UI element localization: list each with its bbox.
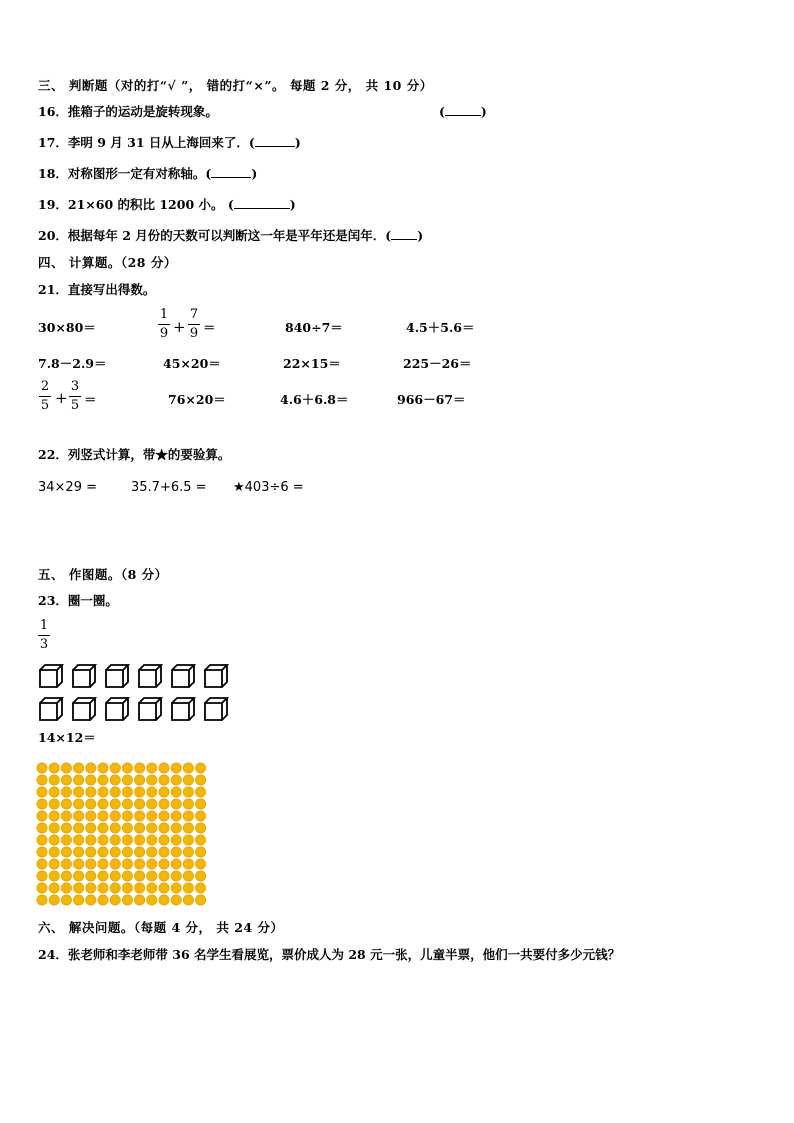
dot: [171, 763, 181, 773]
numerator: 1: [159, 307, 169, 322]
dot: [86, 763, 96, 773]
dot: [147, 811, 157, 821]
dot: [147, 859, 157, 869]
dot: [61, 763, 71, 773]
paren-close: ): [294, 135, 301, 150]
dot: [110, 763, 120, 773]
question-16: [38, 104, 218, 120]
dot: [195, 895, 205, 905]
dot: [49, 895, 59, 905]
denominator: 9: [159, 326, 169, 341]
dot: [195, 871, 205, 881]
dot: [110, 787, 120, 797]
dot: [37, 799, 47, 809]
paren-open: (: [439, 104, 445, 119]
dot: [147, 787, 157, 797]
dot: [98, 823, 108, 833]
numerator: 1: [39, 618, 49, 633]
section-4-heading: 四、 计算题。（28 分）: [38, 255, 177, 270]
dot: [49, 823, 59, 833]
dot: [73, 811, 83, 821]
dot: [134, 823, 144, 833]
question-23-title: 23．圈一圈。: [38, 593, 118, 608]
cube-icon: [40, 698, 62, 720]
question-24: 24．张老师和李老师带 36 名学生看展览，票价成人为 28 元一张，儿童半票，他们一共要付多少元钱？: [38, 947, 621, 962]
fraction-bar: [69, 396, 81, 397]
dot: [122, 763, 132, 773]
dot: [183, 883, 193, 893]
dot: [134, 895, 144, 905]
dot: [183, 847, 193, 857]
dot: [98, 763, 108, 773]
cube-icon: [139, 665, 161, 687]
dot: [61, 895, 71, 905]
dot: [49, 835, 59, 845]
vertical-calc-item: ★403÷6 =: [233, 480, 304, 495]
dot: [61, 823, 71, 833]
dot: [86, 883, 96, 893]
dot: [86, 775, 96, 785]
dot: [147, 847, 157, 857]
cube-icon: [106, 665, 128, 687]
dot: [171, 895, 181, 905]
dot: [159, 895, 169, 905]
cube-icon: [172, 698, 194, 720]
dot: [122, 775, 132, 785]
dot: [183, 799, 193, 809]
fraction-bar: [38, 635, 50, 636]
dot: [147, 823, 157, 833]
dot: [61, 787, 71, 797]
numerator: 3: [70, 379, 80, 394]
dot-array: [36, 762, 212, 910]
dot: [73, 871, 83, 881]
dot: [159, 811, 169, 821]
dot: [37, 787, 47, 797]
dot: [122, 787, 132, 797]
dot: [134, 763, 144, 773]
fraction: [39, 380, 51, 413]
dot: [98, 883, 108, 893]
dot: [195, 787, 205, 797]
dot: [61, 859, 71, 869]
dot: [159, 763, 169, 773]
dot: [110, 799, 120, 809]
dot: [61, 883, 71, 893]
cube-icon: [139, 698, 161, 720]
dot: [49, 787, 59, 797]
paren-close: ): [289, 197, 296, 212]
answer-blank-20[interactable]: [391, 228, 417, 240]
dot: [98, 895, 108, 905]
dot: [122, 883, 132, 893]
dot: [159, 823, 169, 833]
answer-blank-16[interactable]: [439, 104, 487, 119]
dot: [183, 835, 193, 845]
dot: [147, 883, 157, 893]
dot: [122, 835, 132, 845]
question-21-title: 21．直接写出得数。: [38, 282, 156, 297]
dot: [86, 895, 96, 905]
dot: [195, 883, 205, 893]
cube-icon: [40, 665, 62, 687]
dot: [37, 883, 47, 893]
calc-item: 4.5＋5.6＝: [406, 320, 475, 335]
dot: [86, 847, 96, 857]
dot: [122, 871, 132, 881]
dot: [61, 799, 71, 809]
cube-icon: [73, 698, 95, 720]
dot: [159, 775, 169, 785]
dot: [171, 811, 181, 821]
dot: [49, 847, 59, 857]
dot: [37, 895, 47, 905]
dot: [73, 763, 83, 773]
denominator: 9: [189, 326, 199, 341]
dot: [134, 883, 144, 893]
question-22-title: 22．列竖式计算，带★的要验算。: [38, 447, 231, 462]
question-18: [38, 166, 257, 182]
dot: [37, 859, 47, 869]
dot: [49, 883, 59, 893]
dot: [183, 895, 193, 905]
cube-icon: [172, 665, 194, 687]
dot: [86, 859, 96, 869]
section-5-heading: 五、 作图题。（8 分）: [38, 567, 168, 582]
dot: [171, 823, 181, 833]
dot: [171, 847, 181, 857]
dot: [195, 823, 205, 833]
calc-item: 225－26＝: [403, 356, 472, 371]
dot: [73, 895, 83, 905]
dot: [61, 811, 71, 821]
dot: [195, 835, 205, 845]
dot: [98, 871, 108, 881]
dot: [37, 823, 47, 833]
dot: [110, 835, 120, 845]
dot: [183, 871, 193, 881]
dot: [122, 823, 132, 833]
dot: [171, 799, 181, 809]
dot: [110, 895, 120, 905]
dot: [73, 859, 83, 869]
dot: [147, 895, 157, 905]
dot: [134, 835, 144, 845]
dot: [86, 871, 96, 881]
answer-blank-17[interactable]: [255, 135, 295, 147]
dot: [171, 871, 181, 881]
dot: [37, 871, 47, 881]
dot: [98, 847, 108, 857]
cube-icon: [205, 698, 227, 720]
calc-item: 4.6＋6.8＝: [280, 392, 349, 407]
dot: [49, 811, 59, 821]
dot: [49, 775, 59, 785]
dot: [195, 775, 205, 785]
dot: [86, 811, 96, 821]
dot: [171, 883, 181, 893]
question-20-text: 20．根据每年 2 月份的天数可以判断这一年是平年还是闰年．(: [38, 228, 392, 243]
paren-close: ): [480, 104, 487, 119]
dot: [73, 847, 83, 857]
dot: [183, 787, 193, 797]
question-16-text: 16．推箱子的运动是旋转现象。: [38, 104, 218, 119]
question-17-text: 17．李明 9 月 31 日从上海回来了．(: [38, 135, 255, 150]
fraction-bar: [158, 324, 170, 325]
dot: [73, 775, 83, 785]
vertical-calc-item: 34×29 =: [38, 480, 98, 495]
dot: [98, 799, 108, 809]
dot: [98, 787, 108, 797]
fraction-bar: [188, 324, 200, 325]
dot: [37, 835, 47, 845]
dot: [122, 895, 132, 905]
calc-item: 22×15＝: [283, 356, 341, 371]
question-19: [38, 197, 296, 213]
dot: [134, 787, 144, 797]
dot: [134, 871, 144, 881]
numerator: 2: [40, 379, 50, 394]
dot: [134, 799, 144, 809]
dot: [61, 871, 71, 881]
vertical-calc-item: 35.7+6.5 =: [131, 480, 207, 495]
plus-sign: +: [173, 318, 186, 336]
dot: [61, 847, 71, 857]
dot: [159, 799, 169, 809]
dot: [98, 811, 108, 821]
cube-grid: [38, 661, 238, 723]
equals-sign: ＝: [203, 320, 216, 335]
dot: [183, 775, 193, 785]
dot: [49, 859, 59, 869]
denominator: 5: [40, 398, 50, 413]
fraction: [69, 380, 81, 413]
dot: [147, 799, 157, 809]
dot: [73, 835, 83, 845]
dot: [73, 799, 83, 809]
dot: [86, 835, 96, 845]
dot: [98, 775, 108, 785]
cube-icon: [73, 665, 95, 687]
dot: [122, 811, 132, 821]
dot: [171, 775, 181, 785]
dot: [110, 775, 120, 785]
denominator: 3: [39, 637, 49, 652]
dot: [134, 859, 144, 869]
fraction: [188, 308, 200, 341]
calc-item: 840÷7＝: [285, 320, 343, 335]
dot: [49, 871, 59, 881]
dot: [86, 823, 96, 833]
section-6-heading: 六、 解决问题。（每题 4 分， 共 24 分）: [38, 920, 284, 935]
fraction-bar: [39, 396, 51, 397]
calc-item: 966－67＝: [397, 392, 466, 407]
dot: [73, 823, 83, 833]
dot: [159, 787, 169, 797]
dot: [195, 799, 205, 809]
dot: [195, 811, 205, 821]
dot: [73, 883, 83, 893]
question-18-text: 18．对称图形一定有对称轴。(: [38, 166, 212, 181]
paren-close: ): [251, 166, 258, 181]
calc-item: 76×20＝: [168, 392, 226, 407]
dot: [61, 775, 71, 785]
blank-line: [445, 104, 481, 116]
dot: [183, 763, 193, 773]
dot: [159, 859, 169, 869]
dot: [183, 823, 193, 833]
dot: [147, 775, 157, 785]
dot: [159, 871, 169, 881]
answer-blank-18[interactable]: [211, 166, 251, 178]
dot: [159, 847, 169, 857]
dot: [183, 859, 193, 869]
dot: [159, 835, 169, 845]
dot: [147, 871, 157, 881]
plus-sign: +: [55, 389, 68, 407]
dot: [159, 883, 169, 893]
section-3-heading: 三、 判断题（对的打“√ ”， 错的打“×”。 每题 2 分， 共 10 分）: [38, 78, 433, 93]
multiplication-expression: 14×12＝: [38, 730, 96, 745]
dot: [195, 763, 205, 773]
dot: [73, 787, 83, 797]
dot: [61, 835, 71, 845]
dot: [110, 823, 120, 833]
dot: [110, 859, 120, 869]
dot: [37, 811, 47, 821]
dot: [134, 847, 144, 857]
fraction: [158, 308, 170, 341]
dot: [171, 787, 181, 797]
cube-icon: [106, 698, 128, 720]
dot: [171, 859, 181, 869]
dot: [110, 871, 120, 881]
dot: [195, 859, 205, 869]
numerator: 7: [189, 307, 199, 322]
dot: [98, 835, 108, 845]
dot: [195, 847, 205, 857]
dot: [122, 847, 132, 857]
answer-blank-19[interactable]: [234, 197, 290, 209]
dot: [37, 775, 47, 785]
dot: [37, 847, 47, 857]
calc-item: 30×80＝: [38, 320, 96, 335]
denominator: 5: [70, 398, 80, 413]
dot: [110, 883, 120, 893]
dot: [134, 775, 144, 785]
dot: [86, 799, 96, 809]
calc-item: 45×20＝: [163, 356, 221, 371]
question-20: [38, 228, 423, 244]
dot: [183, 811, 193, 821]
question-17: [38, 135, 301, 151]
dot: [171, 835, 181, 845]
paren-close: ): [417, 228, 424, 243]
dot: [110, 811, 120, 821]
dot: [86, 787, 96, 797]
dot: [134, 811, 144, 821]
dot: [147, 835, 157, 845]
equals-sign: ＝: [84, 392, 97, 407]
dot: [147, 763, 157, 773]
dot: [37, 763, 47, 773]
cube-icon: [205, 665, 227, 687]
question-19-text: 19．21×60 的积比 1200 小。 (: [38, 197, 234, 212]
dot: [110, 847, 120, 857]
dot: [122, 799, 132, 809]
dot: [98, 859, 108, 869]
dot: [122, 859, 132, 869]
dot: [49, 763, 59, 773]
calc-item: 7.8－2.9＝: [38, 356, 107, 371]
dot: [49, 799, 59, 809]
fraction-one-third: [38, 619, 50, 652]
